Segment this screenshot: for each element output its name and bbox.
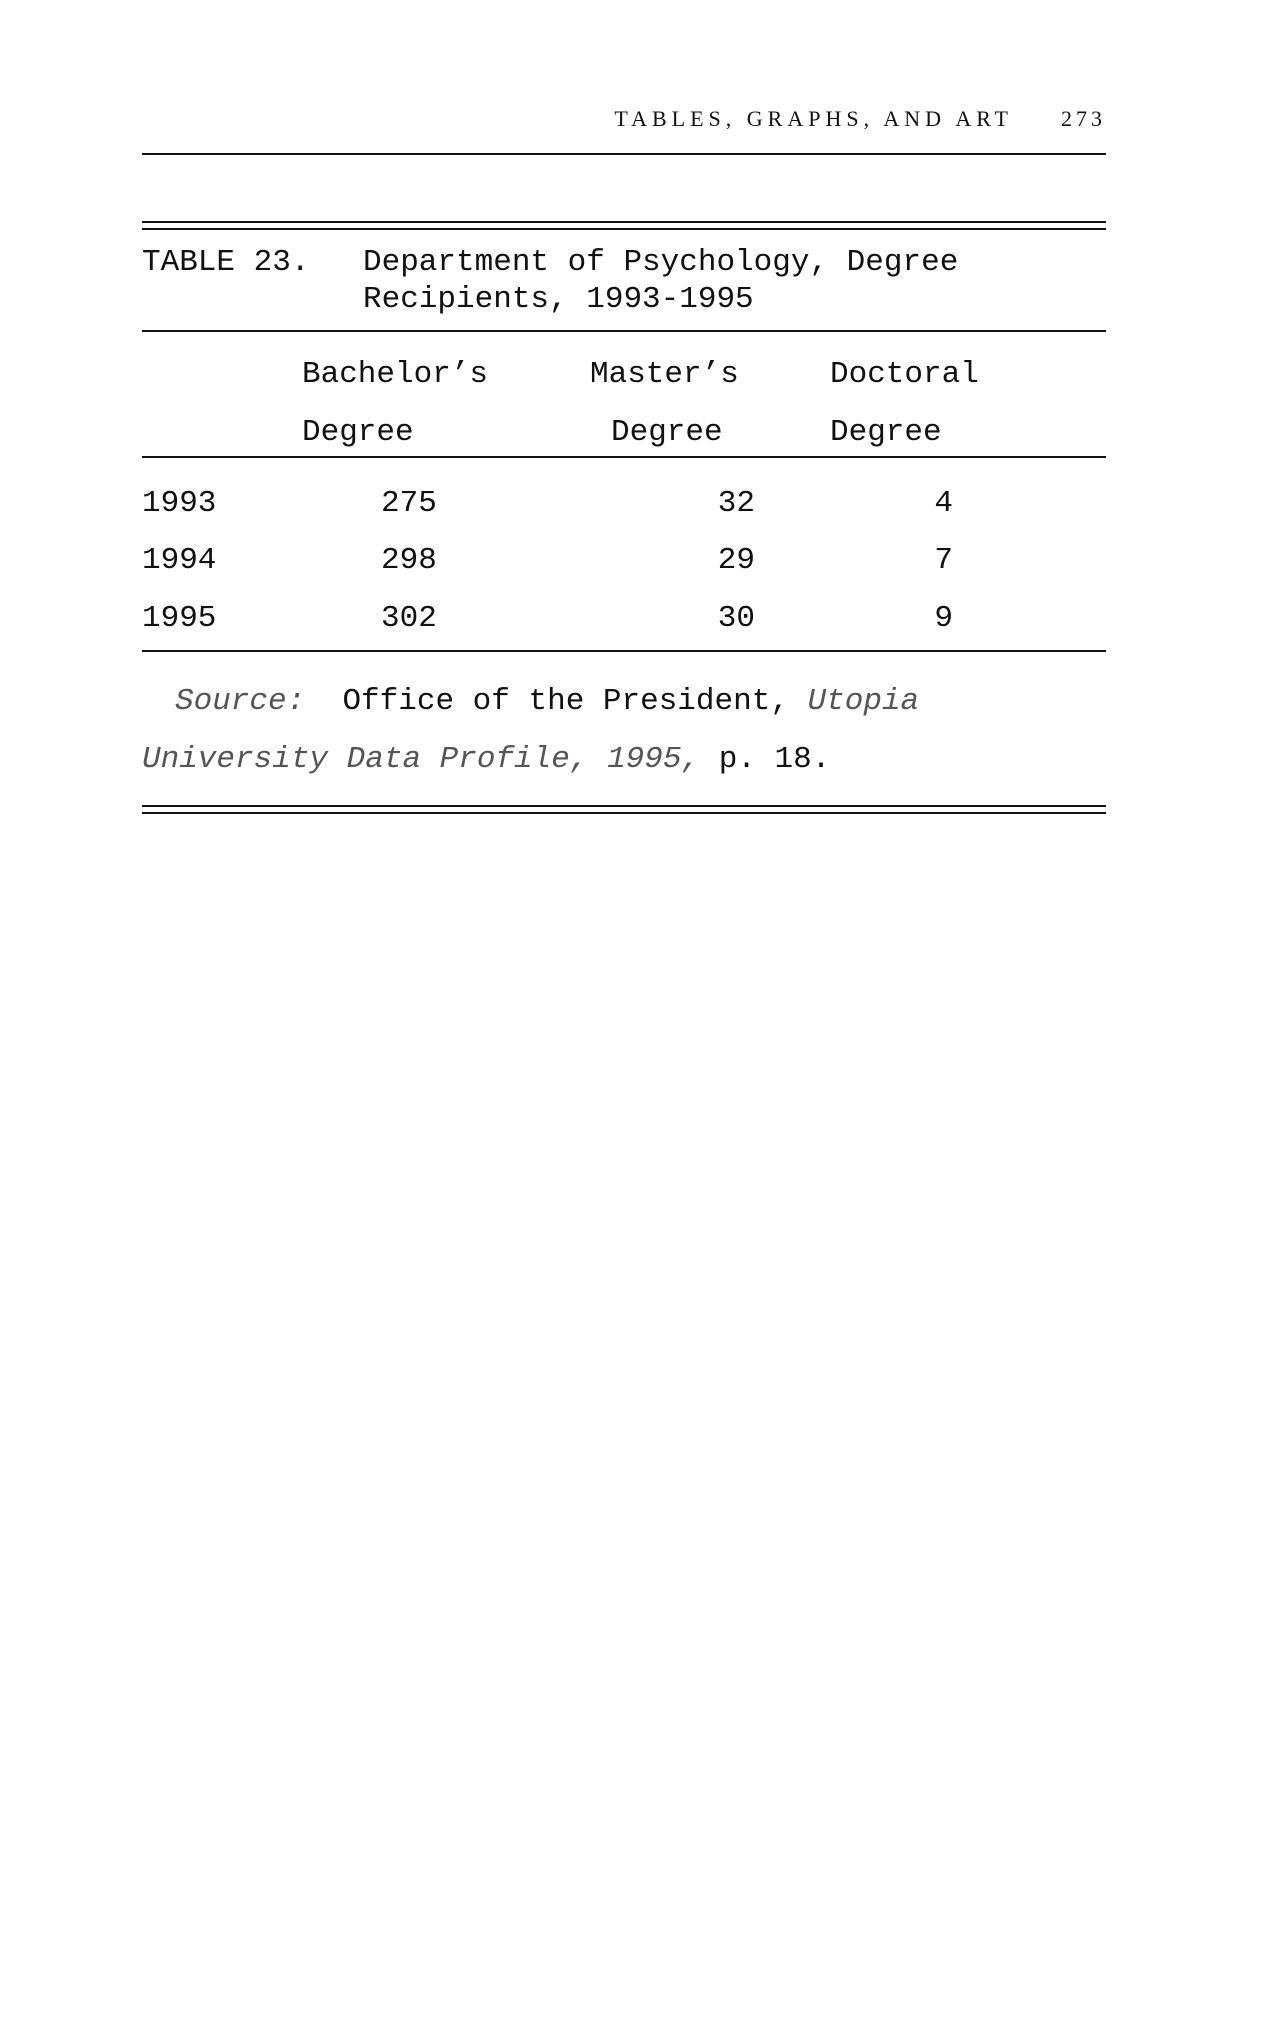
running-head-title: TABLES, GRAPHS, AND ART bbox=[614, 106, 1013, 131]
table-top-rule-inner bbox=[142, 228, 1106, 230]
cell-bachelors: 298 bbox=[381, 543, 437, 578]
title-rule bbox=[142, 330, 1106, 332]
cell-masters: 29 bbox=[717, 543, 755, 578]
header-rule bbox=[142, 153, 1106, 155]
table-title-line1: Department of Psychology, Degree bbox=[363, 245, 959, 280]
header-masters-line2: Degree bbox=[611, 415, 723, 450]
source-title-part1: Utopia bbox=[807, 684, 920, 719]
source-note-line2 bbox=[142, 742, 830, 777]
cell-doctoral: 4 bbox=[934, 486, 953, 521]
source-text2: p. 18. bbox=[718, 742, 831, 777]
table-title-line2: Recipients, 1993-1995 bbox=[363, 282, 754, 317]
cell-masters: 30 bbox=[717, 601, 755, 636]
table-top-rule bbox=[142, 221, 1106, 223]
table-bottom-rule-inner bbox=[142, 812, 1106, 814]
cell-doctoral: 9 bbox=[934, 601, 953, 636]
table-label: TABLE 23. bbox=[142, 245, 310, 280]
cell-masters: 32 bbox=[717, 486, 755, 521]
cell-bachelors: 275 bbox=[381, 486, 437, 521]
header-bottom-rule bbox=[142, 456, 1106, 458]
table-row bbox=[0, 601, 1275, 641]
running-head bbox=[614, 106, 1106, 132]
source-text1: Office of the President, bbox=[342, 684, 789, 719]
page-number: 273 bbox=[1061, 106, 1106, 131]
table-row bbox=[0, 486, 1275, 526]
cell-year: 1995 bbox=[142, 601, 217, 636]
table-row bbox=[0, 543, 1275, 583]
cell-doctoral: 7 bbox=[934, 543, 953, 578]
cell-bachelors: 302 bbox=[381, 601, 437, 636]
source-note-line1 bbox=[175, 684, 919, 719]
cell-year: 1993 bbox=[142, 486, 217, 521]
source-label: Source: bbox=[175, 684, 306, 719]
header-bachelors-line2: Degree bbox=[302, 415, 414, 450]
header-doctoral-line1: Doctoral bbox=[830, 357, 979, 392]
body-bottom-rule bbox=[142, 650, 1106, 652]
header-bachelors-line1: Bachelor’s bbox=[302, 357, 489, 392]
header-doctoral-line2: Degree bbox=[830, 415, 942, 450]
table-bottom-rule bbox=[142, 805, 1106, 807]
source-title-part2: University Data Profile, 1995, bbox=[142, 742, 701, 777]
header-masters-line1: Master’s bbox=[590, 357, 739, 392]
cell-year: 1994 bbox=[142, 543, 217, 578]
